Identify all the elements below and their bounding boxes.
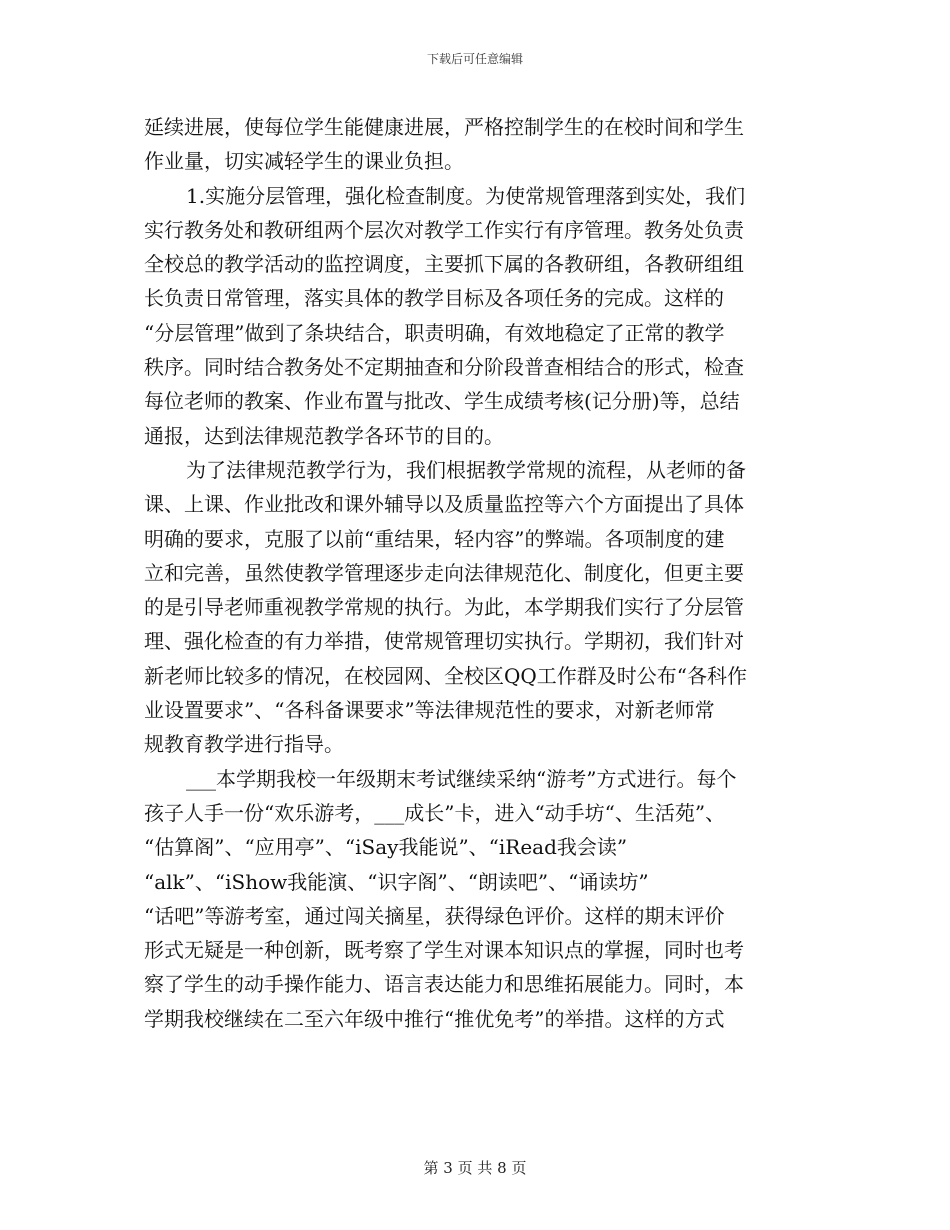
body-text: [144, 110, 824, 1036]
text-line: 实行教务处和教研组两个层次对教学工作实行有序管理。教务处负责: [144, 217, 744, 242]
text-line: 形式无疑是一种创新，既考察了学生对课本知识点的掌握，同时也考: [144, 938, 744, 963]
text-line: 的是引导老师重视教学常规的执行。为此，本学期我们实行了分层管: [144, 595, 744, 620]
text-line: 为了法律规范教学行为，我们根据教学常规的流程，从老师的备: [186, 457, 746, 482]
text-line: 每位老师的教案、作业布置与批改、学生成绩考核(记分册)等，总结: [144, 389, 740, 414]
page-header: 下载后可任意编辑: [426, 52, 523, 66]
text-line: ___本学期我校一年级期末考试继续采纳“游考”方式进行。每个: [186, 766, 737, 791]
text-line: “估算阁”、“应用亭”、“iSay我能说”、“iRead我会读”: [144, 835, 628, 860]
text-line: 全校总的教学活动的监控调度，主要抓下属的各教研组，各教研组组: [144, 252, 744, 277]
text-line: 新老师比较多的情况，在校园网、全校区QQ工作群及时公布“各科作: [144, 663, 748, 688]
text-line: 学期我校继续在二至六年级中推行“推优免考”的举措。这样的方式: [144, 1006, 725, 1031]
text-line: 延续进展，使每位学生能健康进展，严格控制学生的在校时间和学生: [144, 115, 744, 139]
text-line: “话吧”等游考室，通过闯关摘星，获得绿色评价。这样的期末评价: [144, 903, 725, 928]
text-line: 长负责日常管理，落实具体的教学目标及各项任务的完成。这样的: [144, 286, 724, 311]
text-line: “分层管理”做到了条块结合，职责明确，有效地稳定了正常的教学: [144, 320, 725, 345]
text-line: 立和完善，虽然使教学管理逐步走向法律规范化、制度化，但更主要: [144, 560, 744, 585]
text-line: 秩序。同时结合教务处不定期抽查和分阶段普查相结合的形式，检查: [144, 355, 744, 380]
text-line: “alk”、“iShow我能演、“识字阁”、“朗读吧”、“诵读坊”: [144, 869, 649, 894]
text-line: 课、上课、作业批改和课外辅导以及质量监控等六个方面提出了具体: [144, 492, 744, 517]
text-line: 理、强化检查的有力举措，使常规管理切实执行。学期初，我们针对: [144, 629, 744, 654]
text-line: 通报，达到法律规范教学各环节的目的。: [144, 423, 504, 448]
text-line: 业设置要求”、“各科备课要求”等法律规范性的要求，对新老师常: [144, 698, 715, 723]
text-line: 察了学生的动手操作能力、语言表达能力和思维拓展能力。同时，本: [144, 972, 744, 997]
text-line: 孩子人手一份“欢乐游考，___成长”卡，进入“动手坊“、生活苑”、: [144, 800, 726, 825]
text-line: 明确的要求，克服了以前“重结果，轻内容”的弊端。各项制度的建: [144, 526, 725, 551]
text-line: 1.实施分层管理，强化检查制度。为使常规管理落到实处，我们: [186, 183, 746, 208]
text-line: 规教育教学进行指导。: [144, 732, 344, 757]
text-line: 作业量，切实减轻学生的课业负担。: [144, 149, 464, 174]
page-footer: 第 3 页 共 8 页: [423, 1159, 527, 1177]
